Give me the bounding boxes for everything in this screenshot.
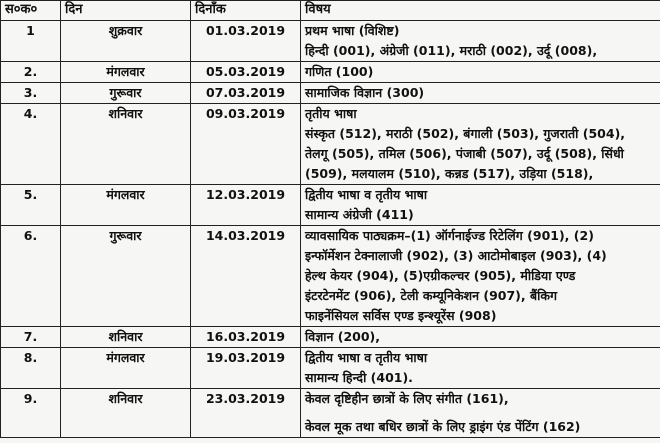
cell-serial-number: 6.	[1, 226, 61, 327]
cell-subject	[301, 185, 660, 226]
cell-day: शनिवार	[61, 327, 191, 348]
cell-date: 09.03.2019	[191, 104, 301, 185]
cell-subject	[301, 104, 660, 185]
subject-line: द्वितीय भाषा व तृतीय भाषा	[305, 350, 428, 365]
table-row	[1, 83, 660, 104]
cell-serial-number: 5.	[1, 185, 61, 226]
cell-serial-number: 9.	[1, 389, 61, 438]
header-day: दिन	[61, 1, 191, 21]
header-date: दिनाँक	[191, 1, 301, 21]
cell-subject	[301, 83, 660, 104]
table-row	[1, 389, 660, 438]
table-row	[1, 327, 660, 348]
subject-line: विज्ञान (200),	[305, 329, 380, 344]
subject-line: केवल दृष्टिहीन छात्रों के लिए संगीत (161),	[305, 391, 509, 406]
cell-date: 19.03.2019	[191, 348, 301, 389]
cell-serial-number: 2.	[1, 62, 61, 83]
table-row	[1, 185, 660, 226]
cell-day: गुरूवार	[61, 83, 191, 104]
subject-line: इन्फॉर्मेशन टेक्नालाजी (902), (3) आटोमोबाइल (903), (4)	[305, 248, 607, 263]
subject-line: प्रथम भाषा (विशिष्ट)	[305, 23, 400, 38]
table-row	[1, 21, 660, 62]
table-row	[1, 62, 660, 83]
subject-line: गणित (100)	[305, 64, 374, 79]
subject-line: सामान्य हिन्दी (401).	[305, 370, 413, 385]
cell-date: 01.03.2019	[191, 21, 301, 62]
cell-date: 16.03.2019	[191, 327, 301, 348]
subject-line: केवल मूक तथा बधिर छात्रों के लिए ड्राइंग एंड पेंटिंग (162)	[305, 419, 581, 434]
header-subject: विषय	[301, 1, 660, 21]
cell-day: मंगलवार	[61, 185, 191, 226]
cell-subject	[301, 21, 660, 62]
table-row	[1, 104, 660, 185]
table-body	[1, 21, 660, 438]
cell-serial-number: 3.	[1, 83, 61, 104]
subject-line: तृतीय भाषा	[305, 106, 357, 121]
subject-line: संस्कृत (512), मराठी (502), बंगाली (503), गुजराती (504),	[305, 126, 626, 141]
cell-subject	[301, 226, 660, 327]
cell-serial-number: 7.	[1, 327, 61, 348]
cell-date: 12.03.2019	[191, 185, 301, 226]
cell-date: 07.03.2019	[191, 83, 301, 104]
cell-subject	[301, 389, 660, 438]
cell-date: 05.03.2019	[191, 62, 301, 83]
cell-subject	[301, 62, 660, 83]
subject-line: व्यावसायिक पाठ्यक्रम–(1) ऑर्गनाईज्ड रिटेलिंग (901), (2)	[305, 228, 594, 243]
cell-day: शनिवार	[61, 104, 191, 185]
subject-line: इंटरटेनमेंट (906), टेली कम्यूनिकेशन (907), बैंकिग	[305, 288, 558, 303]
cell-date: 14.03.2019	[191, 226, 301, 327]
cell-day: शनिवार	[61, 389, 191, 438]
cell-serial-number: 1	[1, 21, 61, 62]
subject-line: सामान्य अंग्रेजी (411)	[305, 207, 414, 222]
cell-day: मंगलवार	[61, 348, 191, 389]
cell-serial-number: 4.	[1, 104, 61, 185]
subject-line: हिन्दी (001), अंग्रेजी (011), मराठी (002), उर्दू (008),	[305, 43, 598, 58]
cell-serial-number: 8.	[1, 348, 61, 389]
cell-date: 23.03.2019	[191, 389, 301, 438]
header-serial-number: स०क०	[1, 1, 61, 21]
table-header-row	[1, 1, 660, 21]
cell-subject	[301, 348, 660, 389]
table-row	[1, 226, 660, 327]
subject-line: द्वितीय भाषा व तृतीय भाषा	[305, 187, 428, 202]
cell-day: मंगलवार	[61, 62, 191, 83]
subject-line: (509), मलयालम (510), कन्नड (517), उड़िया (518),	[305, 166, 594, 181]
subject-line-gap	[305, 409, 656, 417]
table-row	[1, 348, 660, 389]
subject-line: फाइनेंसियल सर्विस एण्ड इन्श्यूरेंस (908)	[305, 308, 497, 323]
cell-day: शुक्रवार	[61, 21, 191, 62]
subject-line: तेलगू (505), तमिल (506), पंजाबी (507), उर्दू (508), सिंधी	[305, 146, 624, 161]
subject-line: सामाजिक विज्ञान (300)	[305, 85, 425, 100]
cell-subject	[301, 327, 660, 348]
cell-day: गुरूवार	[61, 226, 191, 327]
subject-line: हेल्थ केयर (904), (5)एग्रीकल्चर (905), मीडिया एण्ड	[305, 268, 576, 283]
